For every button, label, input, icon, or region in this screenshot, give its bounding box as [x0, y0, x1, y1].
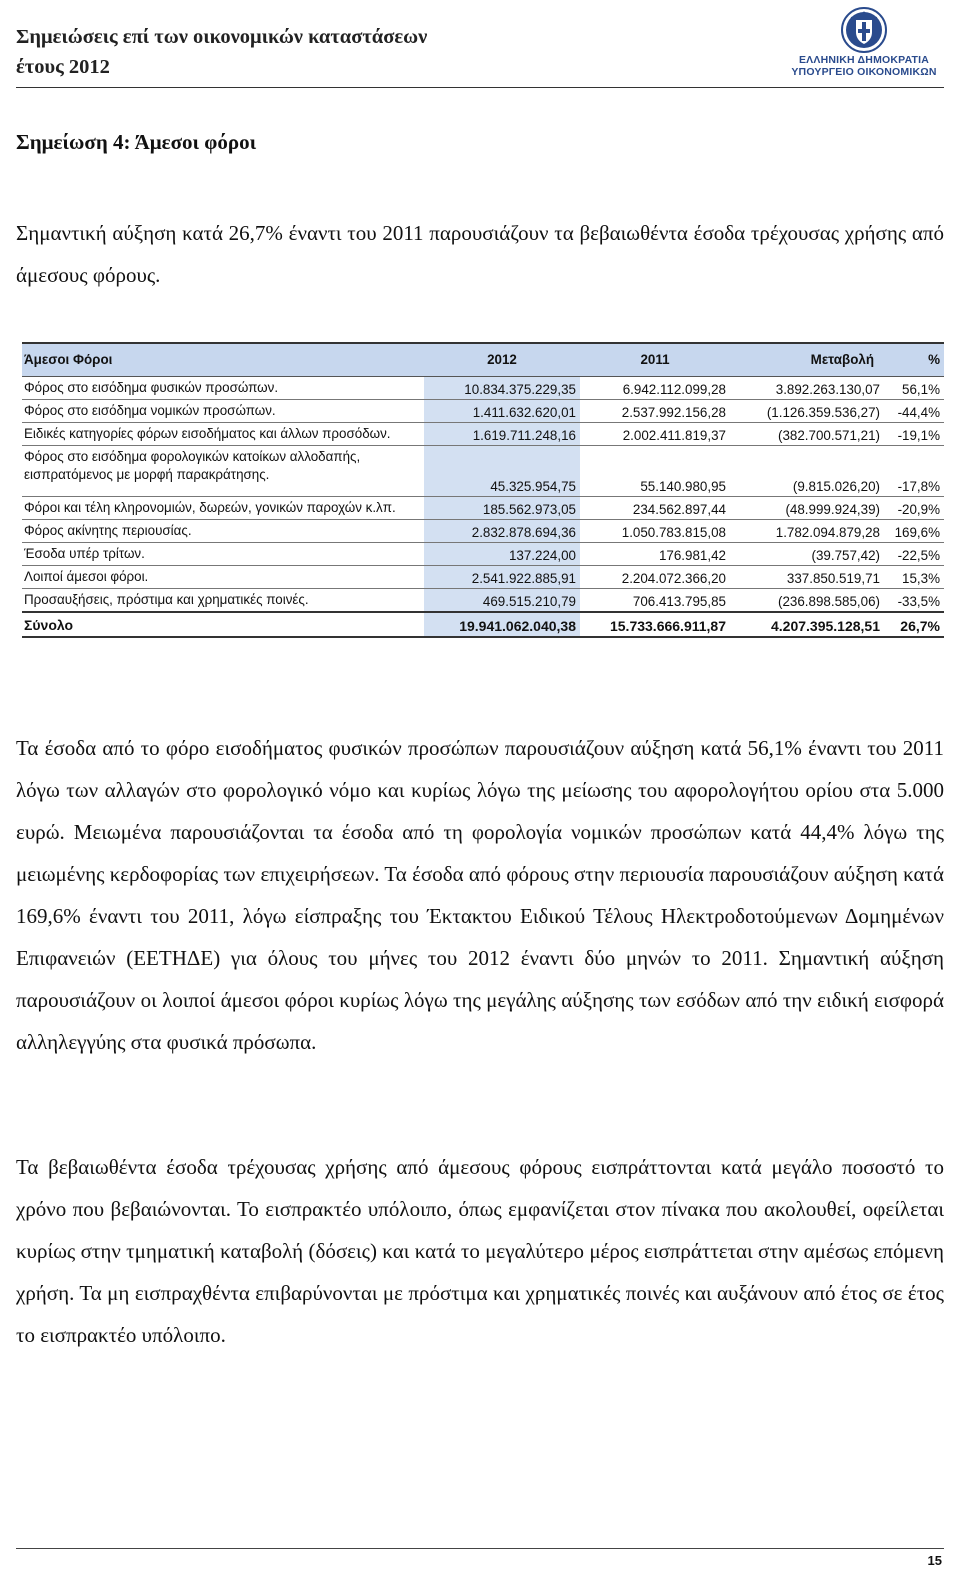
- row-value-2012: 45.325.954,75: [424, 445, 580, 496]
- row-label: Φόροι και τέλη κληρονομιών, δωρεών, γονικών παροχών κ.λπ.: [22, 496, 424, 519]
- row-value-change: (48.999.924,39): [730, 496, 884, 519]
- row-value-change: (382.700.571,21): [730, 422, 884, 445]
- body-paragraph-2: Τα βεβαιωθέντα έσοδα τρέχουσας χρήσης από άμεσους φόρους εισπράττονται κατά μεγάλο ποσοστό το χρόνο που βεβαιώνονται. Το εισπρακτέο υπόλοιπο, όπως εμφανίζεται στον πίνακα που ακολουθεί, οφείλεται κυρίως στην τμηματική καταβολή (δόσεις) και κατά το μεγαλύτερο μέρος εισπράττεται στην αμέσως επόμενη χρήση. Τα μη εισπραχθέντα επιβαρύνονται με πρόστιμα και χρηματικές ποινές και αυξάνουν από έτος σε έτος το εισπρακτέο υπόλοιπο.: [16, 1155, 944, 1347]
- logo-text-line1: ΕΛΛΗΝΙΚΗ ΔΗΜΟΚΡΑΤΙΑ: [798, 54, 930, 66]
- total-value-change: 4.207.395.128,51: [730, 612, 884, 637]
- row-value-percent: -17,8%: [884, 445, 944, 496]
- ministry-logo: [784, 6, 944, 82]
- row-value-2011: 706.413.795,85: [580, 588, 730, 612]
- row-label: Ειδικές κατηγορίες φόρων εισοδήματος και άλλων προσόδων.: [22, 422, 424, 445]
- total-value-2011: 15.733.666.911,87: [580, 612, 730, 637]
- row-value-2011: 6.942.112.099,28: [580, 376, 730, 399]
- row-value-2012: 2.832.878.694,36: [424, 519, 580, 542]
- row-value-percent: -44,4%: [884, 399, 944, 422]
- note-title: Σημείωση 4: Άμεσοι φόροι: [16, 130, 257, 154]
- body-paragraph-1: Τα έσοδα από το φόρο εισοδήματος φυσικών προσώπων παρουσιάζουν αύξηση κατά 56,1% έναντι του 2011 λόγω των αλλαγών στο φορολογικό νόμο και κυρίως λόγω της μείωσης του αφορολογήτου ορίου στα 5.000 ευρώ. Μειωμένα παρουσιάζονται τα έσοδα από τη φορολογία νομικών προσώπων κατά 44,4% λόγω της μειωμένης κερδοφορίας των επιχειρήσεων. Τα έσοδα από φόρους στην περιουσία παρουσιάζουν αύξηση κατά 169,6% έναντι του 2011, λόγω είσπραξης του Έκτακτου Ειδικού Τέλους Ηλεκτροδοτούμενων Δομημένων Επιφανειών (ΕΕΤΗΔΕ) για όλους του μήνες του 2012 έναντι δύο μηνών το 2011. Σημαντική αύξηση παρουσιάζουν οι λοιποί άμεσοι φόροι κυρίως λόγω της μεγάλης αύξησης των εσόδων από την ειδική εισφορά αλληλεγγύης στα φυσικά πρόσωπα.: [16, 736, 944, 1054]
- row-value-change: 337.850.519,71: [730, 565, 884, 588]
- table-row: [22, 445, 944, 496]
- row-value-percent: -20,9%: [884, 496, 944, 519]
- direct-taxes-table: [22, 342, 944, 638]
- page-number: 15: [927, 1553, 942, 1568]
- row-value-change: (9.815.026,20): [730, 445, 884, 496]
- footer-divider: [16, 1548, 944, 1549]
- row-value-2011: 2.204.072.366,20: [580, 565, 730, 588]
- row-value-2012: 185.562.973,05: [424, 496, 580, 519]
- row-value-2012: 1.619.711.248,16: [424, 422, 580, 445]
- total-value-percent: 26,7%: [884, 612, 944, 637]
- row-value-percent: -22,5%: [884, 542, 944, 565]
- row-value-2011: 2.002.411.819,37: [580, 422, 730, 445]
- direct-taxes-table-wrapper: [22, 342, 944, 638]
- row-label: Λοιποί άμεσοι φόροι.: [22, 565, 424, 588]
- col-header-2012: 2012: [424, 343, 580, 376]
- row-label: Φόρος στο εισόδημα νομικών προσώπων.: [22, 399, 424, 422]
- row-value-percent: 56,1%: [884, 376, 944, 399]
- row-value-change: (39.757,42): [730, 542, 884, 565]
- col-header-2011: 2011: [580, 343, 730, 376]
- table-row: [22, 588, 944, 612]
- table-header-row: [22, 343, 944, 376]
- row-value-2012: 10.834.375.229,35: [424, 376, 580, 399]
- row-label: Προσαυξήσεις, πρόστιμα και χρηματικές ποινές.: [22, 588, 424, 612]
- row-value-2011: 176.981,42: [580, 542, 730, 565]
- row-value-2011: 55.140.980,95: [580, 445, 730, 496]
- table-row: [22, 422, 944, 445]
- row-label: Φόρος ακίνητης περιουσίας.: [22, 519, 424, 542]
- row-value-change: (1.126.359.536,27): [730, 399, 884, 422]
- coat-of-arms-icon: [840, 6, 888, 54]
- col-header-percent: %: [884, 343, 944, 376]
- total-value-2012: 19.941.062.040,38: [424, 612, 580, 637]
- intro-paragraph: Σημαντική αύξηση κατά 26,7% έναντι του 2011 παρουσιάζουν τα βεβαιωθέντα έσοδα τρέχουσας χρήσης από άμεσους φόρους.: [16, 221, 944, 287]
- total-label: Σύνολο: [22, 612, 424, 637]
- row-label: Φόρος στο εισόδημα φορολογικών κατοίκων αλλοδαπής, εισπρατόμενος με μορφή παρακράτησης.: [22, 445, 424, 496]
- row-value-percent: -19,1%: [884, 422, 944, 445]
- row-value-change: 1.782.094.879,28: [730, 519, 884, 542]
- row-value-2012: 137.224,00: [424, 542, 580, 565]
- header-title-line2: έτους 2012: [16, 56, 110, 78]
- logo-text-line2: ΥΠΟΥΡΓΕΙΟ ΟΙΚΟΝΟΜΙΚΩΝ: [791, 66, 937, 78]
- row-label: Έσοδα υπέρ τρίτων.: [22, 542, 424, 565]
- table-row: [22, 496, 944, 519]
- header-title-line1: Σημειώσεις επί των οικονομικών καταστάσεων: [16, 26, 428, 48]
- table-row: [22, 565, 944, 588]
- table-row: [22, 376, 944, 399]
- row-value-percent: -33,5%: [884, 588, 944, 612]
- col-header-label: Άμεσοι Φόροι: [22, 343, 424, 376]
- table-row: [22, 542, 944, 565]
- table-total-row: [22, 612, 944, 637]
- col-header-change: Μεταβολή: [730, 343, 884, 376]
- row-value-2011: 234.562.897,44: [580, 496, 730, 519]
- table-row: [22, 399, 944, 422]
- row-value-change: 3.892.263.130,07: [730, 376, 884, 399]
- row-value-percent: 169,6%: [884, 519, 944, 542]
- row-value-2012: 469.515.210,79: [424, 588, 580, 612]
- row-value-percent: 15,3%: [884, 565, 944, 588]
- row-value-2011: 1.050.783.815,08: [580, 519, 730, 542]
- row-label: Φόρος στο εισόδημα φυσικών προσώπων.: [22, 376, 424, 399]
- row-value-change: (236.898.585,06): [730, 588, 884, 612]
- table-row: [22, 519, 944, 542]
- row-value-2012: 1.411.632.620,01: [424, 399, 580, 422]
- page-header: [16, 22, 944, 88]
- row-value-2011: 2.537.992.156,28: [580, 399, 730, 422]
- row-value-2012: 2.541.922.885,91: [424, 565, 580, 588]
